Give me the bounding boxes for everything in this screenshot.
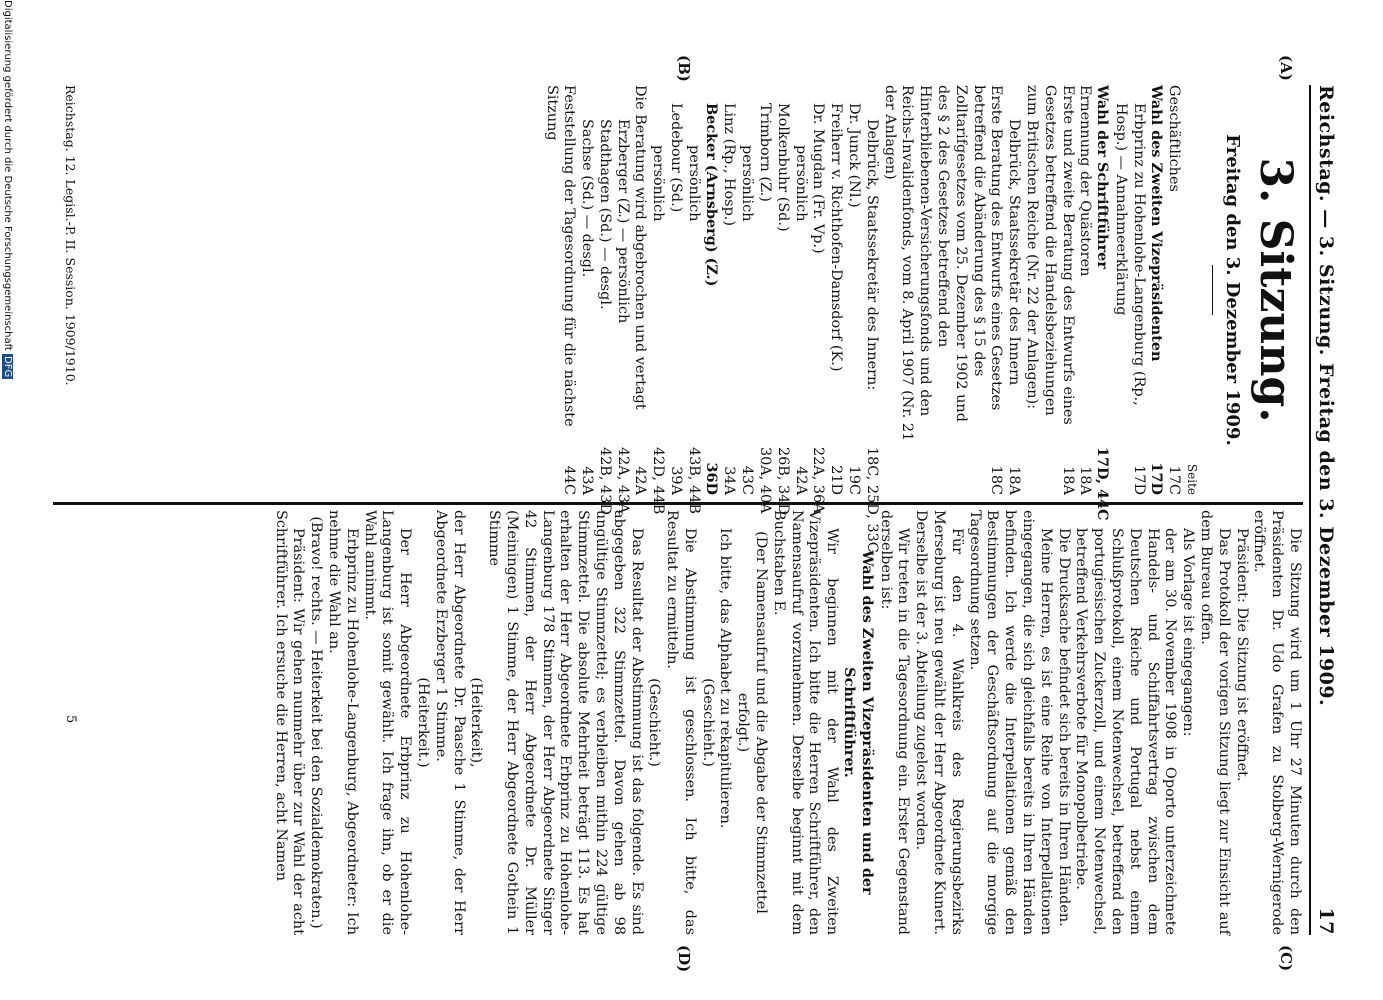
toc-entry: Wahl des Zweiten Vizepräsidenten 17D xyxy=(1147,85,1165,495)
toc-entry: Freiherr v. Richthofen-Damsdorf (K.) 21D xyxy=(828,103,845,495)
running-header xyxy=(1309,85,1355,935)
toc-entry: Linz (Rp., Hosp.) 34A xyxy=(721,103,738,495)
stage-direction: (Bravo! rechts. — Heiterkeit bei den Sozialdemokraten.) xyxy=(308,516,325,929)
toc-entry: persönlich 42D, 44B xyxy=(650,145,667,515)
column-divider xyxy=(53,502,1303,505)
right-column xyxy=(271,510,1303,935)
toc-entry: Delbrück, Staatssekretär des Innern 18A xyxy=(1006,119,1023,495)
body-paragraph: der am 30. November 1908 in Oporto unterzeichnete Handels- und Schiffahrtsvertrag zwischen dem Deutschen Reiche und Portugal nebst einem Schlußprotokoll, einem Notenwechsel, betreffend den portugiesischen Zuckerzoll, und einem Notenwechsel, betreffend Verkehrsverbote für Monopolbetriebe. xyxy=(1073,528,1179,935)
body-paragraph: Erbprinz zu Hohenlohe-Langenburg, Abgeordneter: Ich nehme die Wahl an. xyxy=(325,510,360,935)
margin-marker-c: (C) xyxy=(1277,945,1295,972)
body-paragraph: Die Drucksache befindet sich bereits in Ihren Händen. xyxy=(1055,528,1072,927)
toc-entry: Ernennung der Quästoren 18A xyxy=(1077,85,1094,495)
margin-marker-d: (D) xyxy=(675,945,693,973)
toc-entry: Erste Beratung des Entwurfs eines Gesetzes betreffend die Abänderung des § 15 des Zolltarifgesetzes vom 25. Dezember 1902 und des § 2 des Gesetzes betreffend den Hinterbliebenen-Versicherungsfonds und den Reichs-Invalidenfonds, vom 8. April 1907 (Nr. 21 der Anlagen) 18C xyxy=(881,85,1005,495)
session-date: Freitag den 3. Dezember 1909. xyxy=(1222,134,1243,446)
toc-entry: Dr. Mugdan (Fr. Vp.) 22A, 36A xyxy=(810,103,827,514)
margin-marker-b: (B) xyxy=(675,55,693,82)
body-paragraph: Präsident: Wir gehen nunmehr über zur Wahl der acht Schriftführer. Ich ersuche die Herren, acht Namen xyxy=(272,510,307,935)
body-paragraph: Wir beginnen mit der Wahl des Zweiten Vizepräsidenten. Ich bitte die Herren Schriftführer, den Namensaufruf vorzunehmen. Derselbe beginnt mit dem Buchstaben E. xyxy=(770,510,841,935)
left-column xyxy=(542,85,1303,553)
stage-direction: (Heiterkeit), xyxy=(468,677,485,768)
toc-entry: Trimborn (Z.) 30A, 40A xyxy=(757,103,774,514)
toc-entry: Erste und zweite Beratung des Entwurfs eines Gesetzes betreffend die Handelsbeziehungen zum Britischen Reiche (Nr. 22 der Anlagen): 18A xyxy=(1024,85,1076,495)
margin-marker-a: (A) xyxy=(1277,55,1295,81)
dfg-note: Digitalisierung gefördert durch die Deutsche Forschungsgemeinschaft DFG xyxy=(2,0,13,378)
title-rule xyxy=(1212,265,1213,315)
session-title: 3. Sitzung. xyxy=(1250,157,1301,423)
toc-entry: Ledebour (Sd.) 39A xyxy=(668,103,685,495)
stage-direction: (Heiterkeit.) xyxy=(414,677,431,768)
body-paragraph: Meine Herren, es ist eine Reihe von Interpellationen eingegangen, die sich gleichfalls bereits in Ihren Händen befinden. Ich werde die Interpellationen gemäß den Bestimmungen der Geschäftsordnung auf die morgige Tagesordnung setzen. xyxy=(966,510,1054,935)
toc-entry: Geschäftliches 17C xyxy=(1166,85,1183,495)
toc-entry: Molkenbuhr (Sd.) 26B, 34D xyxy=(774,103,791,515)
toc-entry: persönlich 43B, 44B xyxy=(685,145,702,514)
toc-entry: Stadthagen (Sd.) — desgl. 42B, 43D xyxy=(596,119,613,515)
toc-entry: persönlich 43C xyxy=(739,145,756,495)
dfg-logo: DFG xyxy=(2,356,13,378)
toc-entry: Sachse (Sd.) — desgl. 43A xyxy=(579,119,596,495)
body-paragraph: Der Herr Abgeordnete Erbprinz zu Hohenlohe-Langenburg ist somit gewählt. Ich frage ihn, ob er die Wahl annimmt. xyxy=(361,510,414,935)
section-heading: Wahl des Zweiten Vizepräsidenten und der Schriftführer. xyxy=(841,550,876,895)
body-paragraph: Als Vorlage ist eingegangen: xyxy=(1180,528,1197,737)
toc-entry: Wahl der Schriftführer 17D, 44C xyxy=(1094,85,1112,521)
signature-number: 5 xyxy=(63,715,78,724)
toc-entry: Die Beratung wird abgebrochen und vertagt 42A xyxy=(632,85,649,495)
body-paragraph: Die Sitzung wird um 1 Uhr 27 Minuten durch den Präsidenten Dr. Udo Grafen zu Stolberg-Wernigerode eröffnet. xyxy=(1251,510,1303,935)
toc-entry: Delbrück, Staatssekretär des Innern: 18C, 25D, 33C xyxy=(863,119,880,553)
body-paragraph: Wir treten in die Tagesordnung ein. Erster Gegenstand derselben ist: xyxy=(877,510,912,935)
toc-entry: Erzberger (Z.) — persönlich 42A, 43A xyxy=(614,119,631,514)
stage-direction: (Geschieht.) xyxy=(646,678,663,767)
body-paragraph: Für den 4. Wahlkreis des Regierungsbezirks Merseburg ist neu gewählt der Herr Abgeordnete Kunert. Derselbe ist der 3. Abteilung zugelost worden. xyxy=(913,510,965,935)
toc-entry: Erbprinz zu Hohenlohe-Langenburg (Rp., Hosp.) — Annahmeerklärung 17D xyxy=(1113,103,1147,495)
toc-entry: persönlich 42A xyxy=(792,145,809,495)
header-page-number: 17 xyxy=(1315,907,1337,935)
body-paragraph: Präsident: Die Sitzung ist eröffnet. xyxy=(1233,528,1250,782)
body-paragraph: Das Resultat der Abstimmung ist das folgende. Es sind abgegeben 322 Stimmzettel. Davon gehen ab 98 ungültige Stimmzettel; es verbleiben mithin 224 gültige Stimmzettel. Die absolute Mehrheit beträgt 113. Es hat erhalten der Herr Abgeordnete Erbprinz zu Hohenlohe-Langenburg 178 Stimmen, der Herr Abgeordnete Singer 42 Stimmen, der Herr Abgeordnete Dr. Müller (Meiningen) 1 Stimme, der Herr Abgeordnete Gothein 1 Stimme xyxy=(486,510,645,935)
stage-direction: (Der Namensaufruf und die Abgabe der Stimmzettel erfolgt.) xyxy=(735,531,770,914)
stage-direction: (Geschieht.) xyxy=(699,678,716,767)
seite-label: Seite xyxy=(1185,463,1200,495)
header-text: Reichstag. — 3. Sitzung. Freitag den 3. Dezember 1909. xyxy=(1315,85,1337,707)
body-paragraph: Die Abstimmung ist geschlossen. Ich bitte, das Resultat zu ermitteln. xyxy=(664,510,698,935)
toc-entry: Becker (Arnsberg) (Z.) 36D xyxy=(702,103,720,495)
body-paragraph: Ich bitte, das Alphabet zu rekapitulieren. xyxy=(717,528,734,829)
body-paragraph: der Herr Abgeordnete Dr. Paasche 1 Stimme, der Herr Abgeordnete Erzberger 1 Stimme. xyxy=(432,510,467,935)
page-footer: Reichstag. 12. Legisl.-P. II. Session. 1909/1910. xyxy=(63,85,78,386)
toc-entry: Feststellung der Tagesordnung für die nächste Sitzung 44C xyxy=(543,85,578,495)
toc-entry: Dr. Junck (Nl.) 19C xyxy=(846,103,863,495)
body-paragraph: Das Protokoll der vorigen Sitzung liegt zur Einsicht auf dem Bureau offen. xyxy=(1198,510,1232,935)
